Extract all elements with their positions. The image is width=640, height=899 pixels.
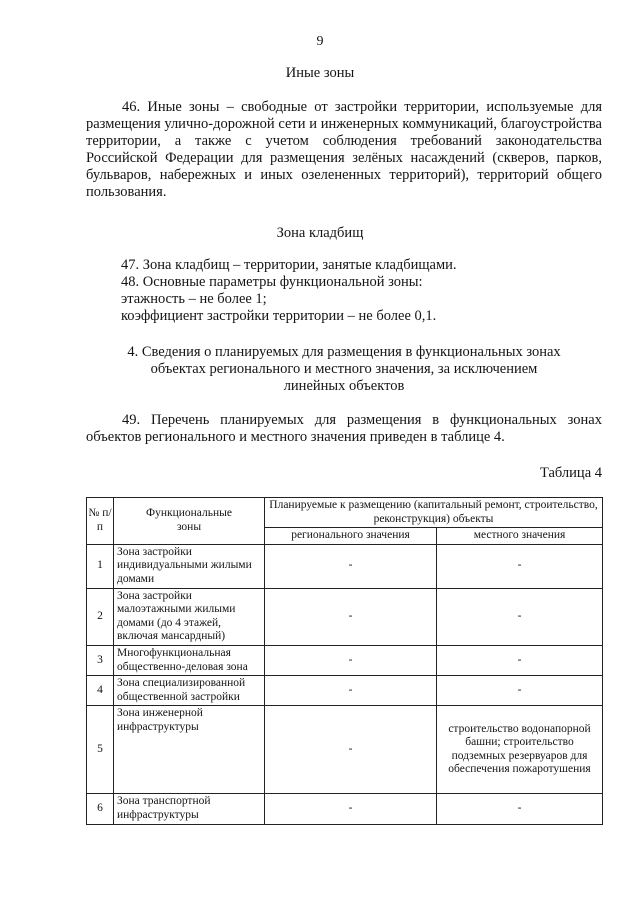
section4-heading-line3: линейных объектов (283, 378, 405, 394)
paragraph-47: 47. Зона кладбищ – территории, занятые кладбищами. (121, 257, 457, 273)
row-zone: Зона застройки индивидуальными жилыми домами (114, 544, 265, 588)
row-regional: - (265, 544, 437, 588)
table-caption: Таблица 4 (539, 465, 602, 481)
heading-other-zones: Иные зоны (285, 65, 355, 81)
row-local: - (437, 544, 603, 588)
row-number: 4 (87, 676, 114, 706)
param-floors: этажность – не более 1; (121, 291, 267, 307)
header-number: № п/п (87, 498, 114, 545)
row-zone: Зона инженерной инфраструктуры (114, 706, 265, 794)
row-local: - (437, 645, 603, 675)
row-number: 2 (87, 588, 114, 645)
table-row (87, 676, 603, 706)
table-row (87, 794, 603, 824)
param-coverage: коэффициент застройки территории – не более 0,1. (121, 308, 437, 324)
row-number: 6 (87, 794, 114, 824)
row-regional: - (265, 645, 437, 675)
row-zone: Зона транспортной инфраструктуры (114, 794, 265, 824)
row-number: 5 (87, 706, 114, 794)
row-zone: Многофункциональная общественно-деловая зона (114, 645, 265, 675)
section4-heading-line2: объектах регионального и местного значения, за исключением (150, 361, 538, 377)
row-regional: - (265, 794, 437, 824)
header-zones: Функциональные зоны (114, 498, 265, 545)
paragraph-46: 46. Иные зоны – свободные от застройки территории, используемые для размещения улично-дорожной сети и инженерных коммуникаций, благоустройства территории, а также с учетом соблюдения требований законодательства Российской Федерации для размещения зелёных насаждений (скверов, парков, бульваров, набережных и иных озелененных территорий), территорий общего пользования. (86, 99, 602, 200)
header-local: местного значения (437, 528, 603, 545)
row-zone: Зона специализированной общественной застройки (114, 676, 265, 706)
header-regional: регионального значения (265, 528, 437, 545)
row-local: строительство водонапорной башни; строительство подземных резервуаров для обеспечения пожаротушения (437, 706, 603, 794)
table-row (87, 645, 603, 675)
row-regional: - (265, 588, 437, 645)
table-row (87, 588, 603, 645)
paragraph-48: 48. Основные параметры функциональной зоны: (121, 274, 423, 290)
page-number: 9 (316, 34, 324, 49)
row-local: - (437, 794, 603, 824)
row-zone: Зона застройки малоэтажными жилыми домами (до 4 этажей, включая мансардный) (114, 588, 265, 645)
row-regional: - (265, 706, 437, 794)
planned-objects-table (86, 497, 603, 825)
table-row (87, 544, 603, 588)
section4-heading-line1: 4. Сведения о планируемых для размещения в функциональных зонах (127, 344, 561, 360)
header-planned: Планируемые к размещению (капитальный ремонт, строительство, реконструкция) объекты (265, 498, 603, 528)
row-number: 1 (87, 544, 114, 588)
paragraph-49: 49. Перечень планируемых для размещения в функциональных зонах объектов регионального и местного значения приведен в таблице 4. (86, 412, 602, 445)
heading-cemetery-zone: Зона кладбищ (276, 225, 364, 241)
table-row (87, 706, 603, 794)
row-number: 3 (87, 645, 114, 675)
row-local: - (437, 588, 603, 645)
row-regional: - (265, 676, 437, 706)
row-local: - (437, 676, 603, 706)
